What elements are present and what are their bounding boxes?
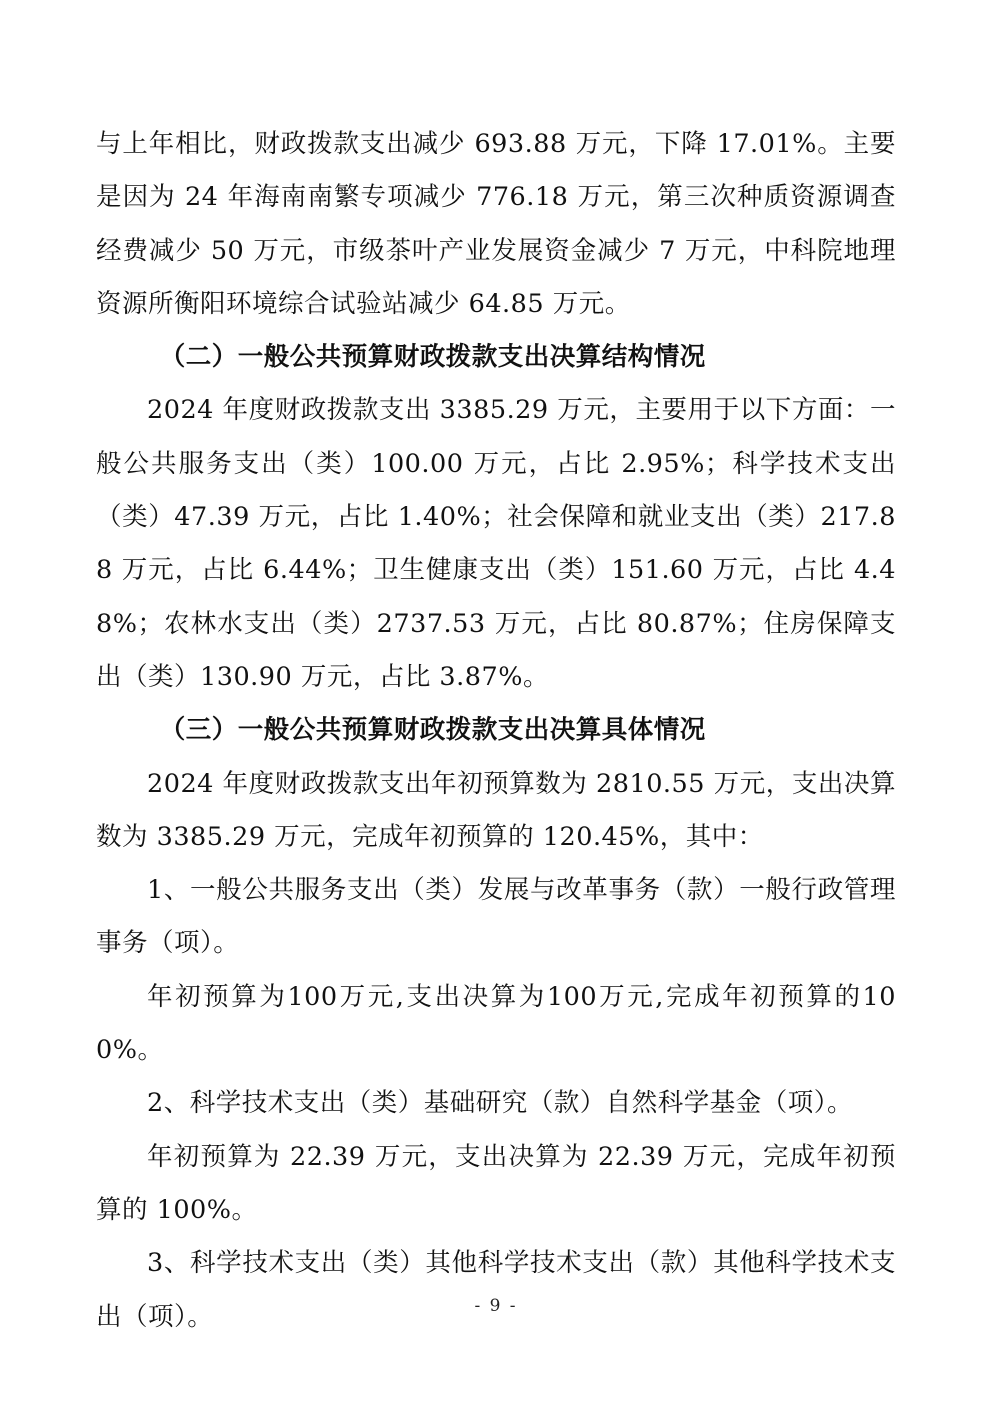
page-number: - 9 - [474,1296,518,1316]
paragraph-item-1: 1、一般公共服务支出（类）发展与改革事务（款）一般行政管理事务（项）。 [96,875,896,959]
paragraph-comparison: 与上年相比，财政拨款支出减少 693.88 万元，下降 17.01%。主要是因为 24 年海南南繁专项减少 776.18 万元，第三次种质资源调查经费减少 50 万元，市级茶叶产业发展资金减少 7 万元，中科院地理资源所衡阳环境综合试验站减少 64.85 万元。 [96,129,896,319]
paragraph-item-1-detail: 年初预算为100万元,支出决算为100万元,完成年初预算的100%。 [96,981,896,1066]
paragraph-budget-summary: 2024 年度财政拨款支出年初预算数为 2810.55 万元，支出决算数为 3385.29 万元，完成年初预算的 120.45%，其中： [96,768,896,852]
paragraph-structure: 2024 年度财政拨款支出 3385.29 万元，主要用于以下方面：一般公共服务支出（类）100.00 万元，占比 2.95%；科学技术支出（类）47.39 万元，占比 1.40%；社会保障和就业支出（类）217.88 万元，占比 6.44%；卫生健康支出（类）151.60 万元，占比 4.48%；农林水支出（类）2737.53 万元，占比 80.87%；住房保障支出（类）130.90 万元，占比 3.87%。 [96,395,896,692]
paragraph-item-2: 2、科学技术支出（类）基础研究（款）自然科学基金（项）。 [147,1088,853,1119]
paragraph-item-2-detail: 年初预算为 22.39 万元，支出决算为 22.39 万元，完成年初预算的 100%。 [96,1141,896,1225]
paragraph-item-3: 3、科学技术支出（类）其他科学技术支出（款）其他科学技术支出（项）。 [96,1248,896,1332]
document-body [96,118,896,1344]
section-heading-2: （二）一般公共预算财政拨款支出决算结构情况 [159,342,706,373]
section-heading-3: （三）一般公共预算财政拨款支出决算具体情况 [159,715,706,746]
